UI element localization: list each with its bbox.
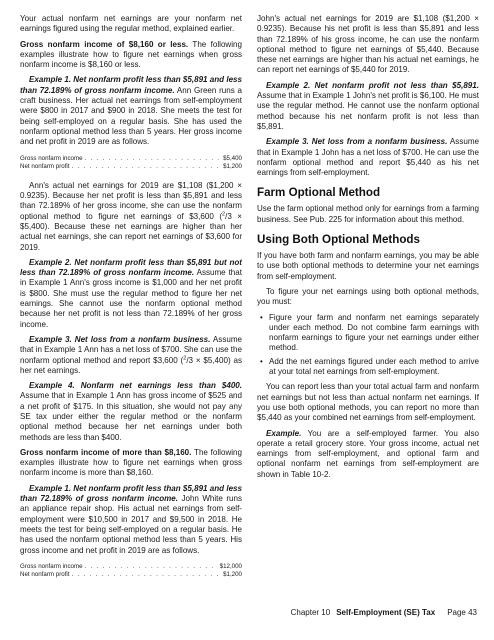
example-label: Example. [266,428,302,438]
paragraph-text: The following examples illustrate how to figure net earnings when gross nonfarm income is more than $8,160. [20,447,242,478]
dot-leader [85,563,218,572]
paragraph-text: /3 × $5,400). Because these net earnings are higher than her actual net earnings, she can report net earnings of $3,600 for 2019. [20,211,242,252]
footer-page-number: Page 43 [447,608,477,617]
section-heading-both-optional: Using Both Optional Methods [257,233,420,247]
example-text: John White runs an appliance repair shop. His actual net earnings from self-employment were $10,500 in 2017 and $9,500 in 2018. He meets the test for being self-employed on a regular basis. He has used the nonfarm optional method less than 5 years. His gross income and net profit in 2019 are as follows. [20,494,242,555]
paragraph: Your actual nonfarm net earnings are your nonfarm net earnings figured using the regular method, explained earlier. [20,14,242,34]
footer-chapter: Chapter 10 [290,608,331,617]
table-value: $5,400 [223,154,242,162]
example-text: Assume that in Example 1 John's net profit is $6,100. He must use the regular method. He cannot use the nonfarm optional method because his net nonfarm profit is not less than $5,891. [257,91,479,131]
table-row [20,571,242,580]
fraction-numerator: 2 [183,354,187,361]
subheading: Gross nonfarm income of more than $8,160. [20,447,192,457]
example-text: Assume that in Example 1 John has a net loss of $700. He can use the nonfarm optional method and report $5,440 as his net earnings from self-employment. [257,137,479,178]
table-label: Gross nonfarm income [20,562,83,570]
example-paragraph [20,381,242,443]
table-gross-net-2 [20,563,242,580]
example-label: Example 4. Nonfarm net earnings less than $400. [29,381,242,391]
example-paragraph [257,429,479,480]
paragraph: Use the farm optional method only for earnings from a farming business. See Pub. 225 for information about this method. [257,204,479,224]
example-paragraph [20,335,242,376]
table-value: $1,200 [223,571,242,579]
example-paragraph [20,258,242,330]
paragraph [20,181,242,253]
example-text: Assume that in Example 1 Ann's gross income is $1,000 and her net profit is $800. She must use the regular method to figure her net earnings. She cannot use the nonfarm optional method because her net profit is not less than 72.189% of her gross income. [20,268,242,329]
paragraph: If you have both farm and nonfarm earnings, you may be able to use both optional methods to determine your net earnings from self-employment. [257,251,479,281]
example-label: Example 2. Net nonfarm profit not less than $5,891. [266,80,479,90]
table-gross-net-1 [20,155,242,172]
paragraph-text: The following examples illustrate how to figure net earnings when gross nonfarm income is $8,160 or less. [20,39,242,70]
example-text: You are a self-employed farmer. You also operate a retail grocery store. Your gross income, actual net earnings from self-employment, and optional farm and optional nonfarm net earnings from self-employment are shown in Table 10-2. [257,428,479,479]
dot-leader [72,571,222,580]
example-label: Example 1. Net nonfarm profit less than $5,891 and less than 72.189% of gross nonfarm income. [20,483,242,504]
dot-leader [85,155,221,164]
table-label: Net nonfarm profit [20,571,70,579]
example-label: Example 3. Net loss from a nonfarm business. [266,137,448,147]
subheading: Gross nonfarm income of $8,160 or less. [20,39,189,49]
paragraph: To figure your net earnings using both optional methods, you must: [257,286,479,307]
paragraph [20,40,242,71]
table-value: $1,200 [223,163,242,171]
example-paragraph [257,81,479,132]
footer-title: Self-Employment (SE) Tax [336,608,436,617]
table-row [20,563,242,572]
section-heading-farm-optional: Farm Optional Method [257,186,381,200]
bullet-list [257,313,479,378]
list-item: • Add the net earnings figured under each method to arrive at your total net earnings from self-employment. [269,357,479,378]
example-text: Assume that in Example 1 Ann has a net loss of $700. She can use the nonfarm optional method and report $3,600 ( [20,334,242,365]
page-footer [257,608,477,617]
fraction-numerator: 2 [222,210,226,217]
example-label: Example 1. Net nonfarm profit less than $5,891 and less than 72.189% of gross nonfarm income. [20,75,242,95]
example-label: Example 3. Net loss from a nonfarm business. [29,334,211,344]
dot-leader [72,163,222,172]
list-item: • Figure your farm and nonfarm net earnings separately under each method. Do not combine farm earnings with nonfarm earnings to figure your net earnings under either method. [269,313,479,354]
table-row [20,155,242,164]
example-text: /3 × $5,400) as her net earnings. [20,355,242,375]
example-paragraph [257,137,479,178]
example-paragraph [20,75,242,147]
paragraph: You can report less than your total actual farm and nonfarm net earnings but not less than actual nonfarm net earnings. If you use both optional methods, you can report no more than $5,440 as your combined net earnings from self-employment. [257,382,479,423]
example-label: Example 2. Net nonfarm profit less than $5,891 but not less than 72.189% of gross nonfarm income. [20,257,242,278]
table-label: Gross nonfarm income [20,154,83,162]
example-text: Ann Green runs a craft business. Her actual net earnings from self-employment were $800 in 2017 and $900 in 2018. She meets the test for being self-employed on a regular basis. She has used the nonfarm optional method less than 5 years. Her gross income and net profit in 2019 are as follows. [20,85,242,147]
left-column [20,14,242,589]
table-label: Net nonfarm profit [20,163,70,171]
table-value: $12,000 [219,562,242,570]
example-text: Assume that in Example 1 Ann has gross income of $525 and a net profit of $175. In this situation, she would not pay any SE tax under either the regular method or the nonfarm optional method because her net earnings under both methods are less than $400. [20,391,242,442]
paragraph: John's actual net earnings for 2019 are $1,108 ($1,200 × 0.9235). Because his net profit is less than $5,891 and less than 72.189% of his gross income, he can use the nonfarm optional method to figure net earnings of $5,440. Because these net earnings are higher than his actual net earnings, he can report net earnings of $5,440 for 2019. [257,14,479,75]
right-column [257,14,479,485]
paragraph-text: Ann's actual net earnings for 2019 are $1,108 ($1,200 × 0.9235). Because her net profit is less than $5,891 and less than 72.189% of her gross income, she can use the nonfarm optional method to figure net earnings of $3,600 ( [20,180,242,221]
example-paragraph [20,484,242,556]
table-row [20,163,242,172]
paragraph [20,448,242,479]
